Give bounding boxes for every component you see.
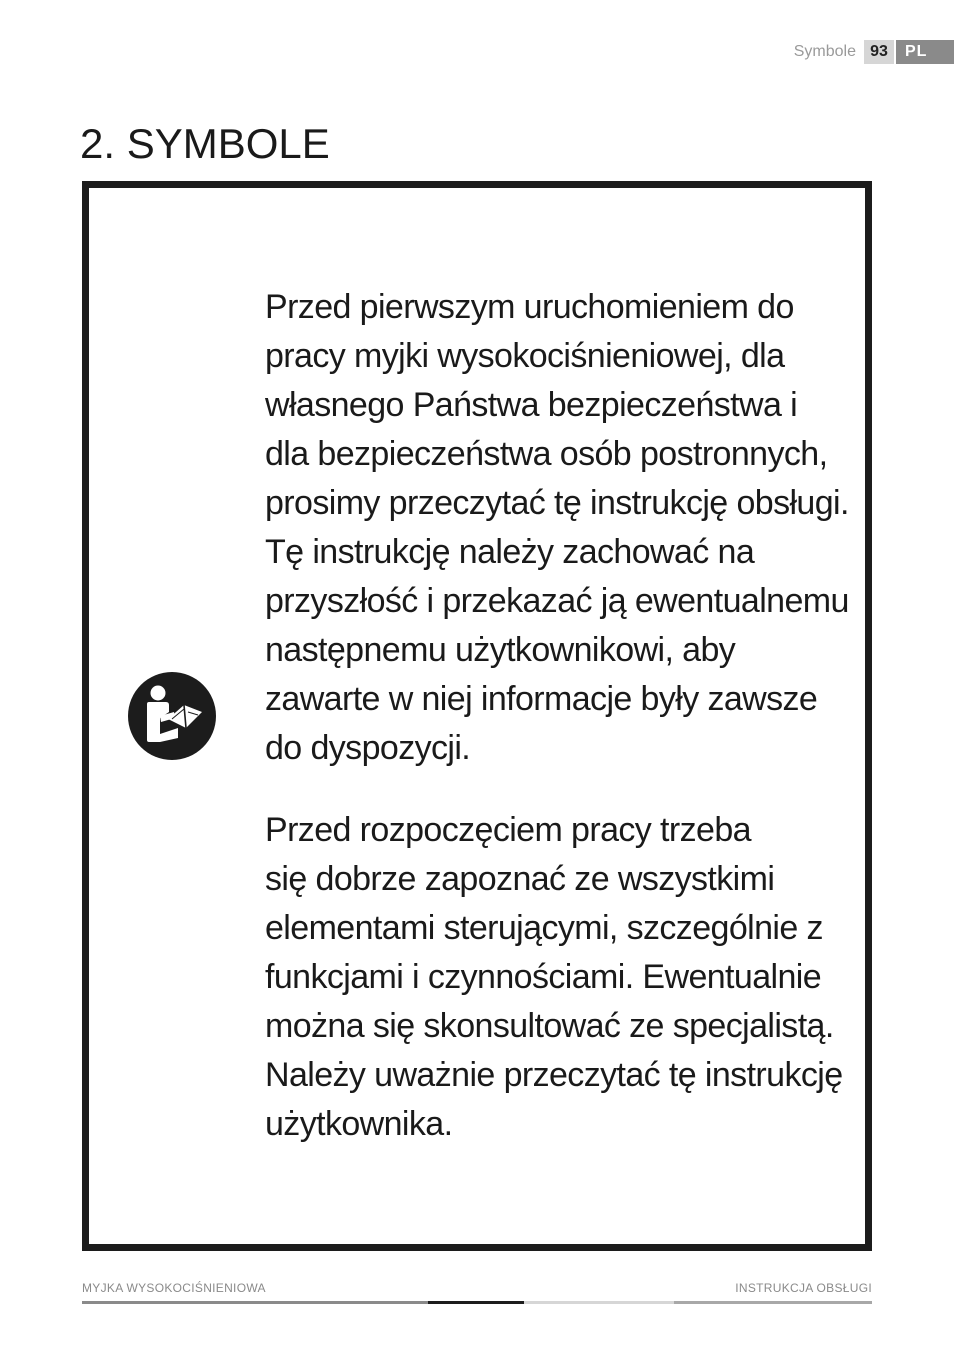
paragraph-line: elementami sterującymi, szczególnie z [265,909,823,947]
footer-bar-segment [82,1301,428,1304]
paragraph-line: użytkownika. [265,1105,453,1143]
paragraph-line: się dobrze zapoznać ze wszystkimi [265,860,775,898]
paragraph-line: do dyspozycji. [265,729,471,767]
paragraph-line: dla bezpieczeństwa osób postronnych, [265,435,828,473]
paragraph-line: funkcjami i czynnościami. Ewentualnie [265,958,822,996]
paragraph-line: Przed pierwszym uruchomieniem do [265,288,794,326]
footer-document-name: INSTRUKCJA OBSŁUGI [735,1281,872,1295]
paragraph-line: można się skonsultować ze specjalistą. [265,1007,834,1045]
footer-product-name: MYJKA WYSOKOCIŚNIENIOWA [82,1281,266,1295]
paragraph-controls-familiarization [265,806,865,1149]
paragraph-line: własnego Państwa bezpieczeństwa i [265,386,798,424]
header-section-label: Symbole [793,43,856,60]
paragraph-line: następnemu użytkownikowi, aby [265,631,736,669]
paragraph-line: Przed rozpoczęciem pracy trzeba [265,811,751,849]
paragraph-line: Należy uważnie przeczytać tę instrukcję [265,1056,843,1094]
paragraph-line: pracy myjki wysokociśnieniowej, dla [265,337,785,375]
footer-bar-segment [524,1301,674,1304]
paragraph-line: przyszłość i przekazać ją ewentualnemu [265,582,849,620]
language-tab: PL [896,40,954,64]
footer-bar-segment [428,1301,524,1304]
paragraph-line: zawarte w niej informacje były zawsze [265,680,818,718]
paragraph-safety-instructions [265,283,865,773]
page-title: 2. SYMBOLE [80,120,330,167]
paragraph-line: prosimy przeczytać tę instrukcję obsługi. [265,484,849,522]
footer-bar-segment [674,1301,872,1304]
read-manual-icon [128,672,216,760]
paragraph-line: Tę instrukcję należy zachować na [265,533,755,571]
page-number: 93 [864,40,894,64]
